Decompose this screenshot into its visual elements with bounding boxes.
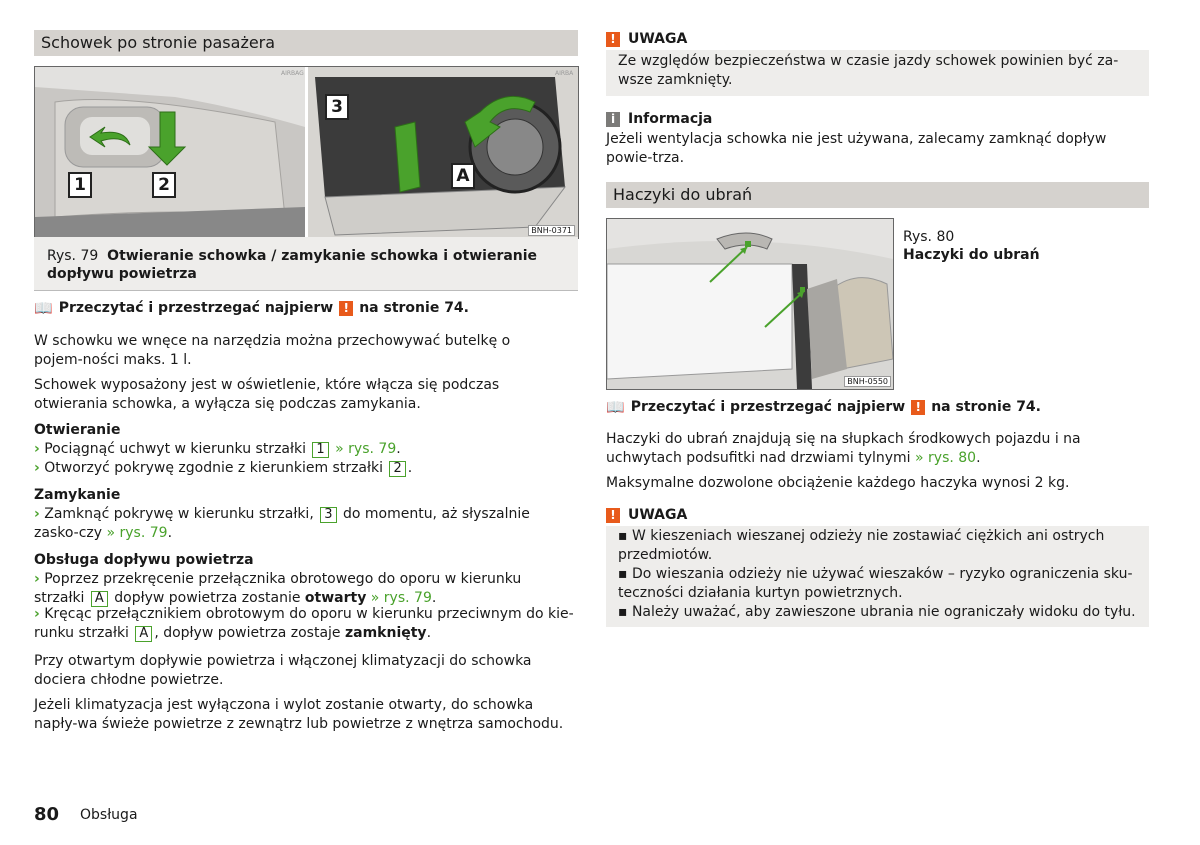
book-icon: 📖 [34, 299, 53, 317]
warning-item: ▪ Należy uważać, aby zawieszone ubrania nie ograniczały widoku do tyłu. [618, 604, 1136, 620]
info-icon: i [606, 112, 620, 127]
warning-icon: ! [606, 508, 620, 523]
warning-box-2 [606, 504, 1149, 627]
section-title-hooks: Haczyki do ubrań [606, 182, 1149, 208]
list-item: › Kręcąc przełącznikiem obrotowym do oporu w kierunku przeciwnym do kie-runku strzałki A , dopływ powietrza zostaje zamknięty. [34, 606, 574, 641]
ref-line-left [34, 299, 469, 317]
list-item: › Poprzez przekręcenie przełącznika obrotowego do oporu w kierunku strzałki A dopływ powietrza zostanie otwarty » rys. 79. [34, 571, 522, 606]
figure-glovebox [34, 66, 579, 239]
caption-prefix: Rys. 80 [903, 229, 955, 245]
warning-head: ! UWAGA [606, 504, 1149, 526]
info-body: Jeżeli wentylacja schowka nie jest używana, zalecamy zamknąć dopływ powie-trza. [606, 131, 1107, 166]
page-number: 80 [34, 804, 60, 825]
figure-label-1: 1 [68, 172, 92, 198]
footer-section: Obsługa [80, 807, 138, 823]
paragraph: Przy otwartym dopływie powietrza i włączonej klimatyzacji do schowka dociera chłodne powietrze. [34, 653, 532, 688]
warning-head: ! UWAGA [606, 28, 1149, 50]
figure-code: BNH-0371 [528, 225, 575, 236]
paragraph: Jeżeli klimatyzacja jest wyłączona i wylot zostanie otwarty, do schowka napły-wa świeże powietrze z zewnątrz lub powietrze z wnętrza samochodu. [34, 697, 564, 732]
info-box [606, 108, 1149, 168]
ref-page: na stronie 74. [359, 300, 469, 316]
warning-box-1 [606, 28, 1149, 96]
svg-text:AIRBA: AIRBA [555, 70, 574, 77]
warning-item: ▪ Do wieszania odzieży nie używać wieszaków – ryzyko ograniczenia sku-teczności działania kurtyn powietrznych. [618, 566, 1133, 601]
figure-caption-hooks [903, 228, 1143, 264]
warning-item: ▪ W kieszeniach wieszanej odzieży nie zostawiać ciężkich ani ostrych przedmiotów. [618, 528, 1105, 563]
subheading-air: Obsługa dopływu powietrza [34, 552, 254, 568]
figure-label-3: 3 [325, 94, 349, 120]
figure-label-a: A [451, 163, 475, 189]
info-head: i Informacja [606, 108, 1149, 130]
svg-text:AIRBAG: AIRBAG [281, 70, 304, 77]
section-title-glovebox: Schowek po stronie pasażera [34, 30, 578, 56]
warning-body: Ze względów bezpieczeństwa w czasie jazdy schowek powinien być za-wsze zamknięty. [618, 53, 1119, 88]
ref-line-right [606, 398, 1041, 416]
figure-hooks [606, 218, 894, 390]
caption-prefix: Rys. 79 [47, 248, 99, 264]
subheading-close: Zamykanie [34, 487, 121, 503]
ref-text: Przeczytać i przestrzegać najpierw [630, 399, 906, 415]
paragraph: Maksymalne dozwolone obciążenie każdego haczyka wynosi 2 kg. [606, 475, 1070, 491]
paragraph: Haczyki do ubrań znajdują się na słupkach środkowych pojazdu i na uchwytach podsufitki nad drzwiami tylnymi » rys. 80. [606, 431, 1081, 466]
warning-icon: ! [606, 32, 620, 47]
paragraph: W schowku we wnęce na narzędzia można przechowywać butelkę o pojem-ności maks. 1 l. [34, 333, 511, 368]
subheading-open: Otwieranie [34, 422, 121, 438]
figure-label-2: 2 [152, 172, 176, 198]
warning-icon: ! [339, 301, 353, 316]
figure-caption [47, 247, 567, 283]
glovebox-illustration [35, 67, 578, 238]
warning-icon: ! [911, 400, 925, 415]
caption-title: Otwieranie schowka / zamykanie schowka i otwieranie dopływu powietrza [47, 248, 538, 282]
paragraph: Schowek wyposażony jest w oświetlenie, które włącza się podczas otwierania schowka, a wyłącza się podczas zamykania. [34, 377, 500, 412]
figure-code: BNH-0550 [844, 376, 891, 387]
list-item: › Pociągnąć uchwyt w kierunku strzałki 1 » rys. 79. [34, 441, 401, 457]
ref-page: na stronie 74. [931, 399, 1041, 415]
list-item: › Zamknąć pokrywę w kierunku strzałki, 3 do momentu, aż słyszalnie zasko-czy » rys. 79. [34, 506, 530, 541]
ref-text: Przeczytać i przestrzegać najpierw [58, 300, 334, 316]
list-item: › Otworzyć pokrywę zgodnie z kierunkiem strzałki 2 . [34, 460, 413, 476]
caption-title: Haczyki do ubrań [903, 247, 1040, 263]
book-icon: 📖 [606, 398, 625, 416]
hooks-illustration [607, 219, 893, 389]
